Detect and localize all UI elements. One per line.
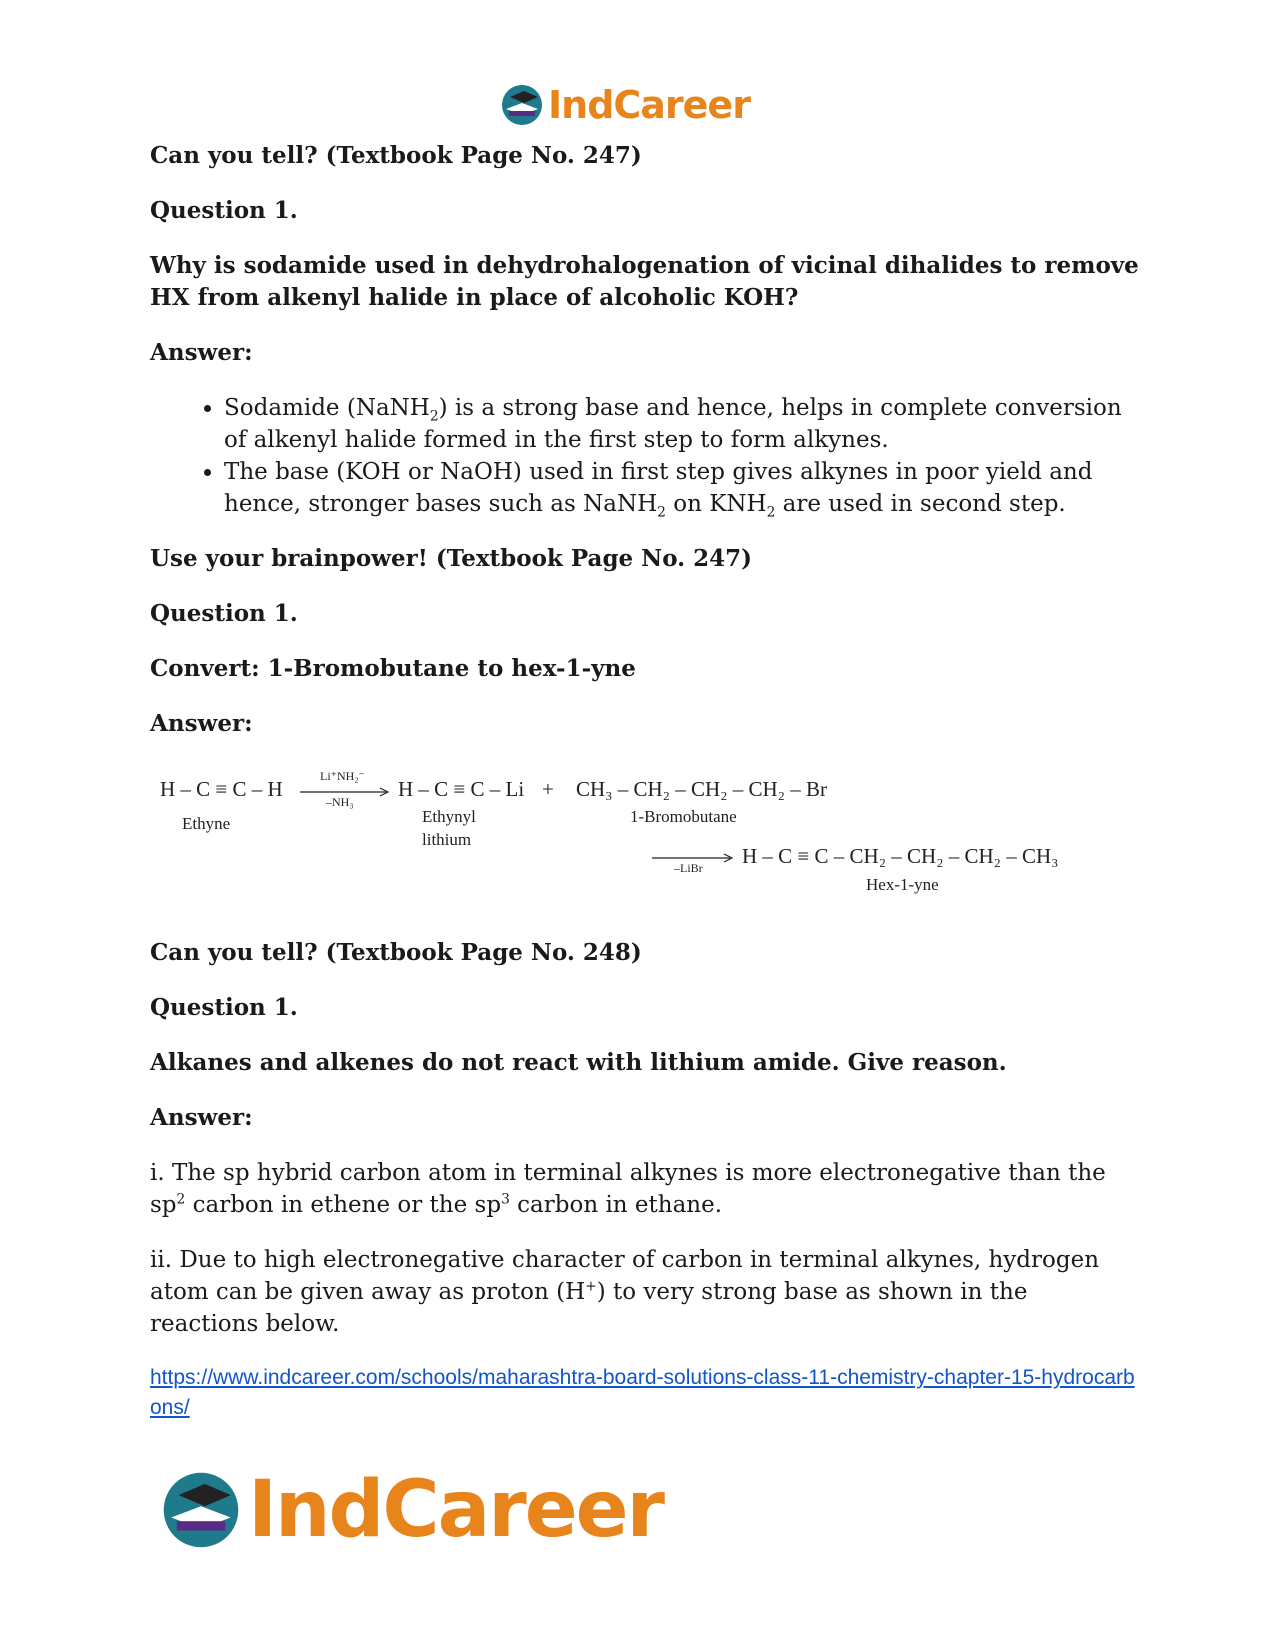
document-body — [150, 140, 1140, 1423]
bromobutane-formula: CH₃ – CH₂ – CH₂ – CH₂ – Br — [576, 777, 827, 801]
ethynyl-lithium-formula: H – C ≡ C – Li — [398, 777, 525, 801]
plus-sign: + — [542, 777, 554, 801]
ethynyl-label: Ethynyl — [422, 807, 476, 826]
question-label-3: Question 1. — [150, 994, 298, 1021]
answer-paragraph-1: i. The sp hybrid carbon atom in terminal alkynes is more electronegative than the $sp^2$ carbon in ethene or the $sp^3$ carbon in ethane. — [150, 1160, 1106, 1218]
hexyne-formula: H – C ≡ C – CH₂ – CH₂ – CH₂ – CH₃ — [742, 844, 1059, 868]
section-heading-2: Use your brainpower! (Textbook Page No. 247) — [150, 545, 753, 572]
reaction-scheme — [150, 754, 1140, 894]
question-label-2: Question 1. — [150, 600, 298, 627]
ethyne-formula: H – C ≡ C – H — [160, 777, 283, 801]
answer-label-1: Answer: — [150, 339, 253, 366]
hexyne-label: Hex-1-yne — [866, 875, 939, 894]
source-link[interactable]: https://www.indcareer.com/schools/maharashtra-board-solutions-class-11-chemistry-chapter-15-hydrocarbons/ — [150, 1366, 1135, 1419]
answer-bullet-list — [150, 392, 1140, 520]
ethyne-label: Ethyne — [182, 814, 231, 833]
indcareer-logo-bottom — [160, 1460, 663, 1560]
brand-name: IndCareer — [548, 83, 750, 127]
bromobutane-label: 1-Bromobutane — [630, 807, 737, 826]
question-label-1: Question 1. — [150, 197, 298, 224]
lithium-label: lithium — [422, 830, 472, 849]
answer-label-3: Answer: — [150, 1104, 253, 1131]
question-text-3: Alkanes and alkenes do not react with lithium amide. Give reason. — [150, 1049, 1007, 1076]
section-heading-3: Can you tell? (Textbook Page No. 248) — [150, 939, 642, 966]
list-item: • The base (KOH or NaOH) used in first step gives alkynes in poor yield and hence, stronger bases such as NaNH$_2$ on $KNH_2$ are used in second step. — [224, 456, 1140, 520]
question-text-1: Why is sodamide used in dehydrohalogenation of vicinal dihalides to remove HX from alkenyl halide in place of alcoholic KOH? — [150, 252, 1139, 311]
answer-paragraph-2: ii. Due to high electronegative character of carbon in terminal alkynes, hydrogen atom can be given away as proton (H+) to very strong base as shown in the reactions below. — [150, 1247, 1100, 1337]
list-item: • Sodamide (NaNH$_2$) is a strong base and hence, helps in complete conversion of alkenyl halide formed in the first step to form alkynes. — [224, 392, 1140, 456]
graduation-cap-book-icon — [500, 83, 544, 127]
brand-name: IndCareer — [248, 1465, 663, 1555]
reagent-bottom: –NH₃ — [326, 795, 354, 809]
indcareer-logo-top — [500, 80, 750, 130]
section-heading-1: Can you tell? (Textbook Page No. 247) — [150, 142, 642, 169]
graduation-cap-book-icon — [160, 1469, 242, 1551]
reagent-top: Li⁺NH₂⁻ — [320, 769, 365, 783]
step2-reagent: –LiBr — [674, 861, 703, 875]
question-text-2: Convert: 1-Bromobutane to hex-1-yne — [150, 655, 636, 682]
answer-label-2: Answer: — [150, 710, 253, 737]
